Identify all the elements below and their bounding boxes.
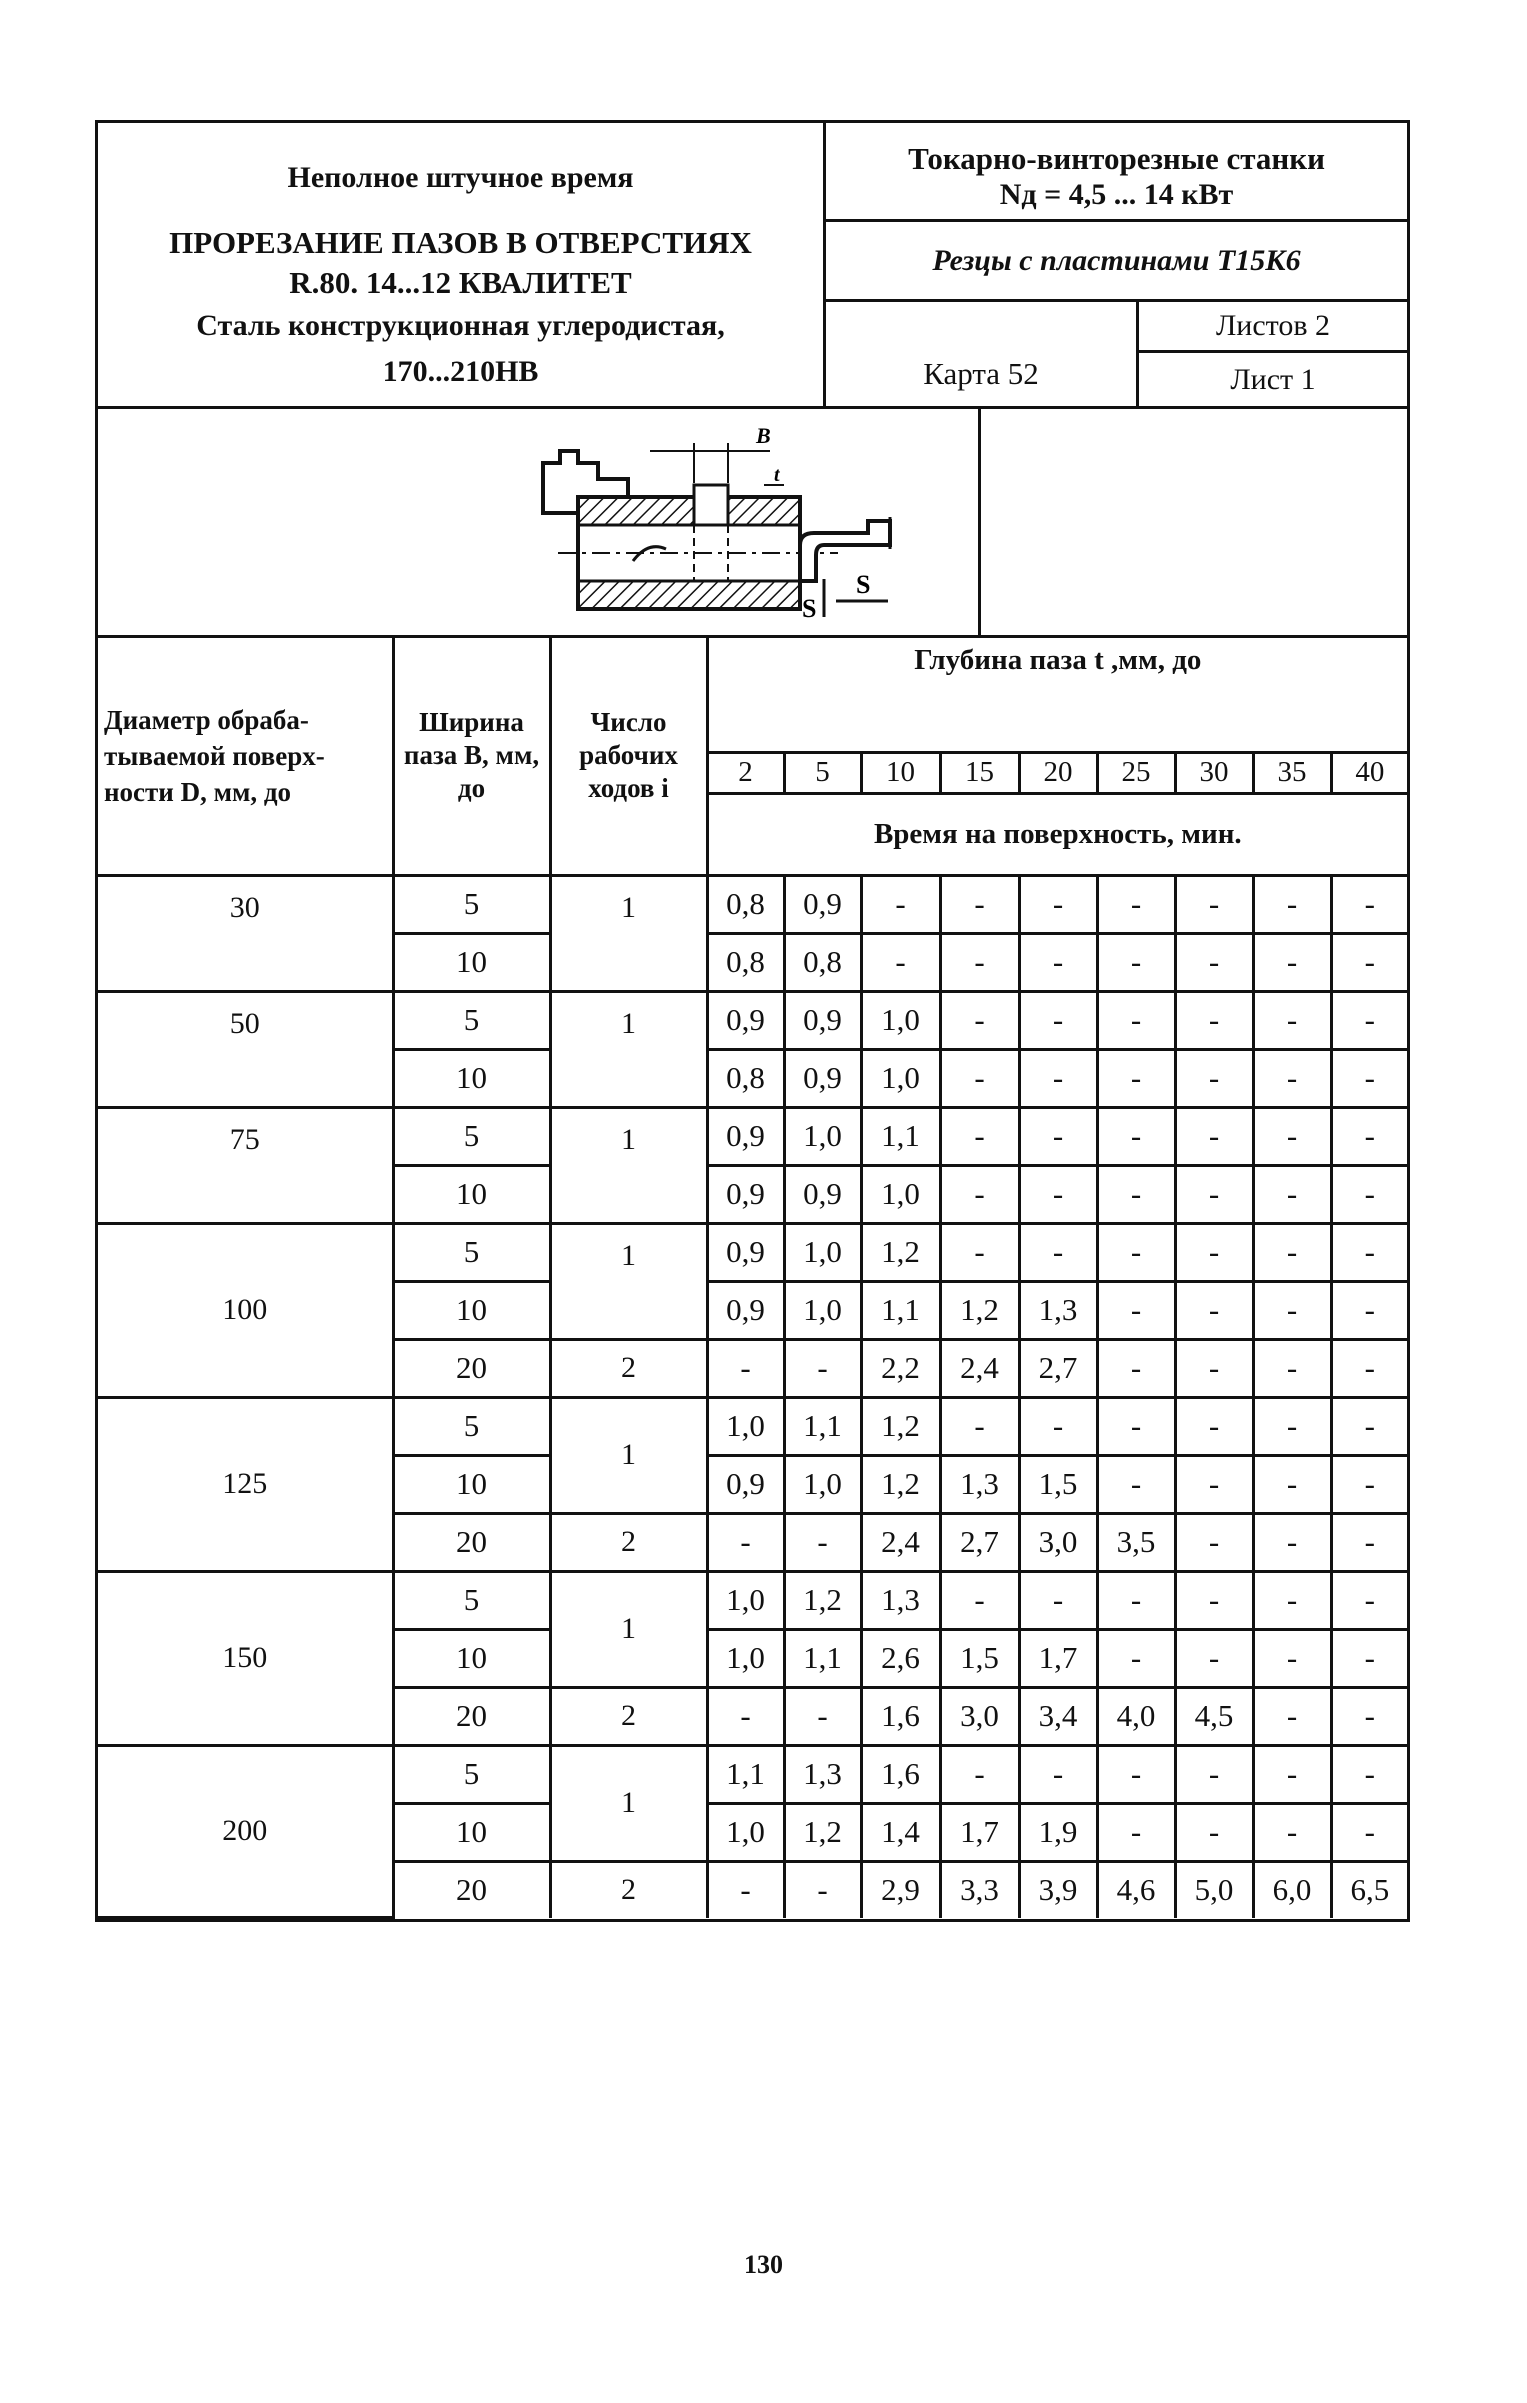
cell-time-value: 1,2 [940, 1281, 1019, 1339]
cell-time-value: - [784, 1687, 861, 1745]
cell-time-value: 4,6 [1097, 1861, 1175, 1918]
cell-time-value: - [1175, 1165, 1253, 1223]
cell-time-value: - [940, 875, 1019, 933]
cell-passes: 1 [550, 1223, 707, 1339]
sheet-number: Лист 1 [1230, 363, 1316, 396]
cell-groove-width: 5 [393, 1571, 550, 1629]
cell-time-value: - [1253, 1281, 1331, 1339]
cell-groove-width: 5 [393, 1397, 550, 1455]
cell-time-value: - [1253, 1803, 1331, 1861]
cell-time-value: - [1331, 1107, 1407, 1165]
header-depth-30: 30 [1175, 752, 1253, 793]
cell-time-value: - [1097, 1049, 1175, 1107]
card-frame [95, 120, 1410, 1922]
cell-groove-width: 10 [393, 1629, 550, 1687]
cell-time-value: - [1331, 933, 1407, 991]
cell-time-value: - [1175, 1281, 1253, 1339]
page-number: 130 [744, 2250, 783, 2279]
cell-time-value: 1,1 [784, 1397, 861, 1455]
header-depth-15: 15 [940, 752, 1019, 793]
table-row [98, 1745, 1407, 1803]
cell-groove-width: 5 [393, 1223, 550, 1281]
cell-passes: 2 [550, 1513, 707, 1571]
cell-time-value: - [1253, 1339, 1331, 1397]
cell-groove-width: 10 [393, 1049, 550, 1107]
cell-time-value: 1,0 [861, 991, 940, 1049]
header-diameter: Диаметр обраба-тываемой поверх-ности D, мм, до [98, 638, 393, 875]
cell-time-value: 1,2 [861, 1397, 940, 1455]
cell-groove-width: 5 [393, 875, 550, 933]
sheets-total: Листов 2 [1139, 302, 1407, 353]
cell-time-value: - [1175, 1745, 1253, 1803]
subtitle: Неполное штучное время [287, 161, 634, 194]
cell-time-value: 3,3 [940, 1861, 1019, 1918]
cell-time-value: - [707, 1339, 784, 1397]
cell-time-value: - [1097, 1165, 1175, 1223]
cell-groove-width: 5 [393, 991, 550, 1049]
cell-groove-width: 10 [393, 1281, 550, 1339]
cell-time-value: - [1331, 1049, 1407, 1107]
cell-time-value: 1,3 [784, 1745, 861, 1803]
cell-time-value: 6,0 [1253, 1861, 1331, 1918]
sketch-row [98, 409, 1407, 638]
card-number-cell [826, 302, 1139, 406]
header-depth-25: 25 [1097, 752, 1175, 793]
cell-time-value: 1,0 [784, 1455, 861, 1513]
header-depth-5: 5 [784, 752, 861, 793]
cell-time-value: - [940, 991, 1019, 1049]
cell-time-value: 0,9 [707, 1455, 784, 1513]
cell-time-value: - [1019, 1107, 1097, 1165]
cell-time-value: 1,2 [784, 1571, 861, 1629]
cell-time-value: 0,9 [707, 1223, 784, 1281]
cell-time-value: - [1331, 1397, 1407, 1455]
cell-time-value: 4,5 [1175, 1687, 1253, 1745]
cell-time-value: - [1019, 1165, 1097, 1223]
cell-time-value: 1,9 [1019, 1803, 1097, 1861]
card-number: Карта 52 [923, 356, 1039, 391]
cell-time-value: - [1253, 1629, 1331, 1687]
cell-groove-width: 20 [393, 1513, 550, 1571]
cell-time-value: - [1253, 1397, 1331, 1455]
header-groove-width: Ширина паза В, мм, до [393, 638, 550, 875]
cell-time-value: - [940, 1223, 1019, 1281]
cell-time-value: 2,9 [861, 1861, 940, 1918]
cell-diameter: 50 [98, 991, 393, 1107]
cell-time-value: - [1097, 1397, 1175, 1455]
cell-time-value: 2,7 [940, 1513, 1019, 1571]
cell-time-value: - [1253, 933, 1331, 991]
cell-time-value: 0,9 [707, 1281, 784, 1339]
cell-time-value: - [940, 1049, 1019, 1107]
cell-time-value: - [1253, 875, 1331, 933]
cell-time-value: - [1331, 875, 1407, 933]
cell-time-value: 1,0 [784, 1107, 861, 1165]
cell-time-value: - [1175, 1339, 1253, 1397]
header-depth-40: 40 [1331, 752, 1407, 793]
cell-time-value: - [940, 933, 1019, 991]
cell-time-value: - [1253, 1049, 1331, 1107]
cell-diameter: 30 [98, 875, 393, 991]
card-header [98, 123, 1407, 409]
cell-time-value: 1,6 [861, 1745, 940, 1803]
cell-groove-width: 20 [393, 1687, 550, 1745]
cell-passes: 2 [550, 1687, 707, 1745]
header-groove-depth: Глубина паза t ,мм, до [707, 638, 1407, 752]
machine-info-block [826, 123, 1407, 406]
cell-time-value: 2,4 [940, 1339, 1019, 1397]
cell-time-value: 3,4 [1019, 1687, 1097, 1745]
cell-time-value: 1,0 [784, 1223, 861, 1281]
machine-cell [826, 123, 1407, 222]
cell-time-value: 0,9 [707, 1165, 784, 1223]
cell-passes: 1 [550, 991, 707, 1107]
cell-time-value: - [1097, 1281, 1175, 1339]
cell-time-value: - [1175, 1803, 1253, 1861]
cell-time-value: - [784, 1339, 861, 1397]
cell-time-value: - [1019, 1571, 1097, 1629]
cell-passes: 1 [550, 875, 707, 991]
cell-time-value: - [1253, 1745, 1331, 1803]
cell-time-value: - [1175, 1629, 1253, 1687]
machine-power: Nд = 4,5 ... 14 кВт [999, 178, 1234, 211]
cell-time-value: 1,0 [707, 1803, 784, 1861]
cell-time-value: - [1175, 1223, 1253, 1281]
cell-time-value: - [1097, 1629, 1175, 1687]
cell-time-value: - [1097, 1571, 1175, 1629]
cell-diameter: 75 [98, 1107, 393, 1223]
cell-time-value: - [1019, 933, 1097, 991]
cell-time-value: - [1175, 1513, 1253, 1571]
cell-time-value: - [1175, 933, 1253, 991]
feed-label-horizontal: S [856, 570, 871, 599]
header-depth-20: 20 [1019, 752, 1097, 793]
dim-t-label: t [774, 464, 780, 486]
cell-time-value: - [1331, 1745, 1407, 1803]
cell-time-value: - [1253, 1513, 1331, 1571]
cell-time-value: - [1019, 1223, 1097, 1281]
cell-time-value: 0,8 [784, 933, 861, 991]
table-row [98, 1107, 1407, 1165]
cell-time-value: - [1331, 1455, 1407, 1513]
operation-title-block [98, 123, 826, 406]
cell-time-value: 1,0 [707, 1397, 784, 1455]
cell-time-value: - [1097, 1339, 1175, 1397]
cell-time-value: - [1097, 1803, 1175, 1861]
cell-time-value: - [1175, 1397, 1253, 1455]
cell-groove-width: 20 [393, 1861, 550, 1918]
cell-time-value: 6,5 [1331, 1861, 1407, 1918]
cell-groove-width: 10 [393, 1803, 550, 1861]
cell-groove-width: 5 [393, 1745, 550, 1803]
cell-groove-width: 10 [393, 933, 550, 991]
cell-time-value: 0,8 [707, 1049, 784, 1107]
cell-time-value: 0,9 [784, 1049, 861, 1107]
feed-label-vertical: S [802, 594, 817, 621]
cell-passes: 2 [550, 1861, 707, 1918]
workpiece-top-wall [580, 499, 798, 525]
cell-time-value: - [1019, 1745, 1097, 1803]
cell-time-value: - [784, 1513, 861, 1571]
material-line-2: 170...210НВ [382, 355, 539, 388]
cell-time-value: 2,4 [861, 1513, 940, 1571]
cell-time-value: - [940, 1397, 1019, 1455]
cell-time-value: - [1175, 1455, 1253, 1513]
cell-time-value: 4,0 [1097, 1687, 1175, 1745]
table-row [98, 1223, 1407, 1281]
cell-time-value: - [1331, 1165, 1407, 1223]
cell-groove-width: 10 [393, 1455, 550, 1513]
cell-time-value: 1,2 [861, 1223, 940, 1281]
header-time: Время на поверхность, мин. [707, 793, 1407, 875]
cell-time-value: 2,6 [861, 1629, 940, 1687]
cell-groove-width: 10 [393, 1165, 550, 1223]
header-passes: Число рабочих ходов i [550, 638, 707, 875]
cell-time-value: 3,5 [1097, 1513, 1175, 1571]
cell-time-value: - [1253, 991, 1331, 1049]
cell-time-value: - [707, 1513, 784, 1571]
cell-time-value: 1,6 [861, 1687, 940, 1745]
cell-time-value: 1,3 [940, 1455, 1019, 1513]
cell-time-value: 0,9 [707, 1107, 784, 1165]
header-depth-2: 2 [707, 752, 784, 793]
cell-time-value: - [1253, 1223, 1331, 1281]
table-row [98, 875, 1407, 933]
cell-time-value: - [1097, 1223, 1175, 1281]
cell-time-value: 1,1 [707, 1745, 784, 1803]
cell-time-value: 3,0 [1019, 1513, 1097, 1571]
cell-time-value: - [940, 1571, 1019, 1629]
cell-time-value: 1,0 [861, 1049, 940, 1107]
table-row [98, 991, 1407, 1049]
cell-passes: 1 [550, 1571, 707, 1687]
title-line-2: R.80. 14...12 КВАЛИТЕТ [289, 265, 632, 300]
cell-time-value: - [1331, 1687, 1407, 1745]
title-line-1: ПРОРЕЗАНИЕ ПАЗОВ В ОТВЕРСТИЯХ [169, 225, 752, 260]
cell-passes: 1 [550, 1107, 707, 1223]
time-norms-table [98, 638, 1407, 1919]
cell-time-value: - [1253, 1687, 1331, 1745]
cell-time-value: - [1175, 1571, 1253, 1629]
cell-time-value: 1,5 [940, 1629, 1019, 1687]
cell-time-value: 2,7 [1019, 1339, 1097, 1397]
cell-time-value: - [1331, 1339, 1407, 1397]
header-depth-35: 35 [1253, 752, 1331, 793]
cell-time-value: - [1331, 991, 1407, 1049]
cell-time-value: - [1331, 1513, 1407, 1571]
cell-time-value: - [1019, 1397, 1097, 1455]
table-row [98, 1397, 1407, 1455]
cutter-type: Резцы с пластинами Т15К6 [826, 222, 1407, 302]
cell-time-value: - [1253, 1455, 1331, 1513]
cell-time-value: 5,0 [1175, 1861, 1253, 1918]
table-body [98, 875, 1407, 1918]
cell-time-value: 1,1 [861, 1281, 940, 1339]
cell-time-value: - [1097, 1455, 1175, 1513]
cell-time-value: 1,1 [784, 1629, 861, 1687]
cell-time-value: - [1331, 1803, 1407, 1861]
cell-time-value: 0,9 [784, 991, 861, 1049]
sketch-divider [978, 409, 981, 635]
cell-passes: 2 [550, 1339, 707, 1397]
cell-diameter: 200 [98, 1745, 393, 1918]
groove-outline [694, 485, 728, 525]
dim-b-label: B [756, 423, 771, 448]
machine-type: Токарно-винторезные станки [908, 141, 1325, 176]
cell-time-value: 0,8 [707, 933, 784, 991]
cell-time-value: - [1253, 1107, 1331, 1165]
cell-time-value: 3,9 [1019, 1861, 1097, 1918]
cell-time-value: - [940, 1107, 1019, 1165]
cell-time-value: - [1097, 991, 1175, 1049]
cell-time-value: 3,0 [940, 1687, 1019, 1745]
table-row [98, 1571, 1407, 1629]
cell-passes: 1 [550, 1397, 707, 1513]
cell-time-value: - [1253, 1165, 1331, 1223]
cell-time-value: 1,0 [707, 1629, 784, 1687]
cell-time-value: 0,9 [707, 991, 784, 1049]
cell-time-value: 1,2 [784, 1803, 861, 1861]
cell-time-value: - [1019, 1049, 1097, 1107]
cell-time-value: 1,3 [1019, 1281, 1097, 1339]
cell-time-value: 2,2 [861, 1339, 940, 1397]
cell-groove-width: 20 [393, 1339, 550, 1397]
cell-time-value: 1,1 [861, 1107, 940, 1165]
cell-diameter: 100 [98, 1223, 393, 1397]
cell-groove-width: 5 [393, 1107, 550, 1165]
cell-time-value: 1,3 [861, 1571, 940, 1629]
cell-time-value: - [1175, 1049, 1253, 1107]
cell-diameter: 125 [98, 1397, 393, 1571]
cell-time-value: - [861, 875, 940, 933]
cell-time-value: - [1331, 1629, 1407, 1687]
cell-time-value: 1,7 [940, 1803, 1019, 1861]
cell-time-value: 1,7 [1019, 1629, 1097, 1687]
workpiece-bottom-wall [580, 581, 798, 607]
cell-time-value: - [1097, 933, 1175, 991]
cell-time-value: 1,0 [784, 1281, 861, 1339]
cell-time-value: 0,9 [784, 875, 861, 933]
cell-time-value: 1,2 [861, 1455, 940, 1513]
cell-time-value: - [1331, 1571, 1407, 1629]
cell-time-value: 1,0 [707, 1571, 784, 1629]
cell-time-value: 1,0 [861, 1165, 940, 1223]
cell-passes: 1 [550, 1745, 707, 1861]
cutting-tool [800, 521, 890, 581]
cell-time-value: - [784, 1861, 861, 1918]
cell-time-value: - [707, 1861, 784, 1918]
cell-time-value: - [1019, 875, 1097, 933]
cell-time-value: - [861, 933, 940, 991]
cell-time-value: - [1097, 875, 1175, 933]
cell-time-value: 0,8 [707, 875, 784, 933]
cell-diameter: 150 [98, 1571, 393, 1745]
cell-time-value: - [940, 1165, 1019, 1223]
cell-time-value: - [1175, 991, 1253, 1049]
cell-time-value: - [1175, 1107, 1253, 1165]
cell-time-value: - [1175, 875, 1253, 933]
material-line-1: Сталь конструкционная углеродистая, [196, 309, 725, 342]
cell-time-value: 1,4 [861, 1803, 940, 1861]
cell-time-value: - [1097, 1107, 1175, 1165]
cell-time-value: - [1331, 1281, 1407, 1339]
cell-time-value: - [1331, 1223, 1407, 1281]
cell-time-value: - [940, 1745, 1019, 1803]
cell-time-value: - [707, 1687, 784, 1745]
cell-time-value: 0,9 [784, 1165, 861, 1223]
cell-time-value: 1,5 [1019, 1455, 1097, 1513]
cell-time-value: - [1019, 991, 1097, 1049]
cell-time-value: - [1097, 1745, 1175, 1803]
cell-time-value: - [1253, 1571, 1331, 1629]
header-depth-10: 10 [861, 752, 940, 793]
